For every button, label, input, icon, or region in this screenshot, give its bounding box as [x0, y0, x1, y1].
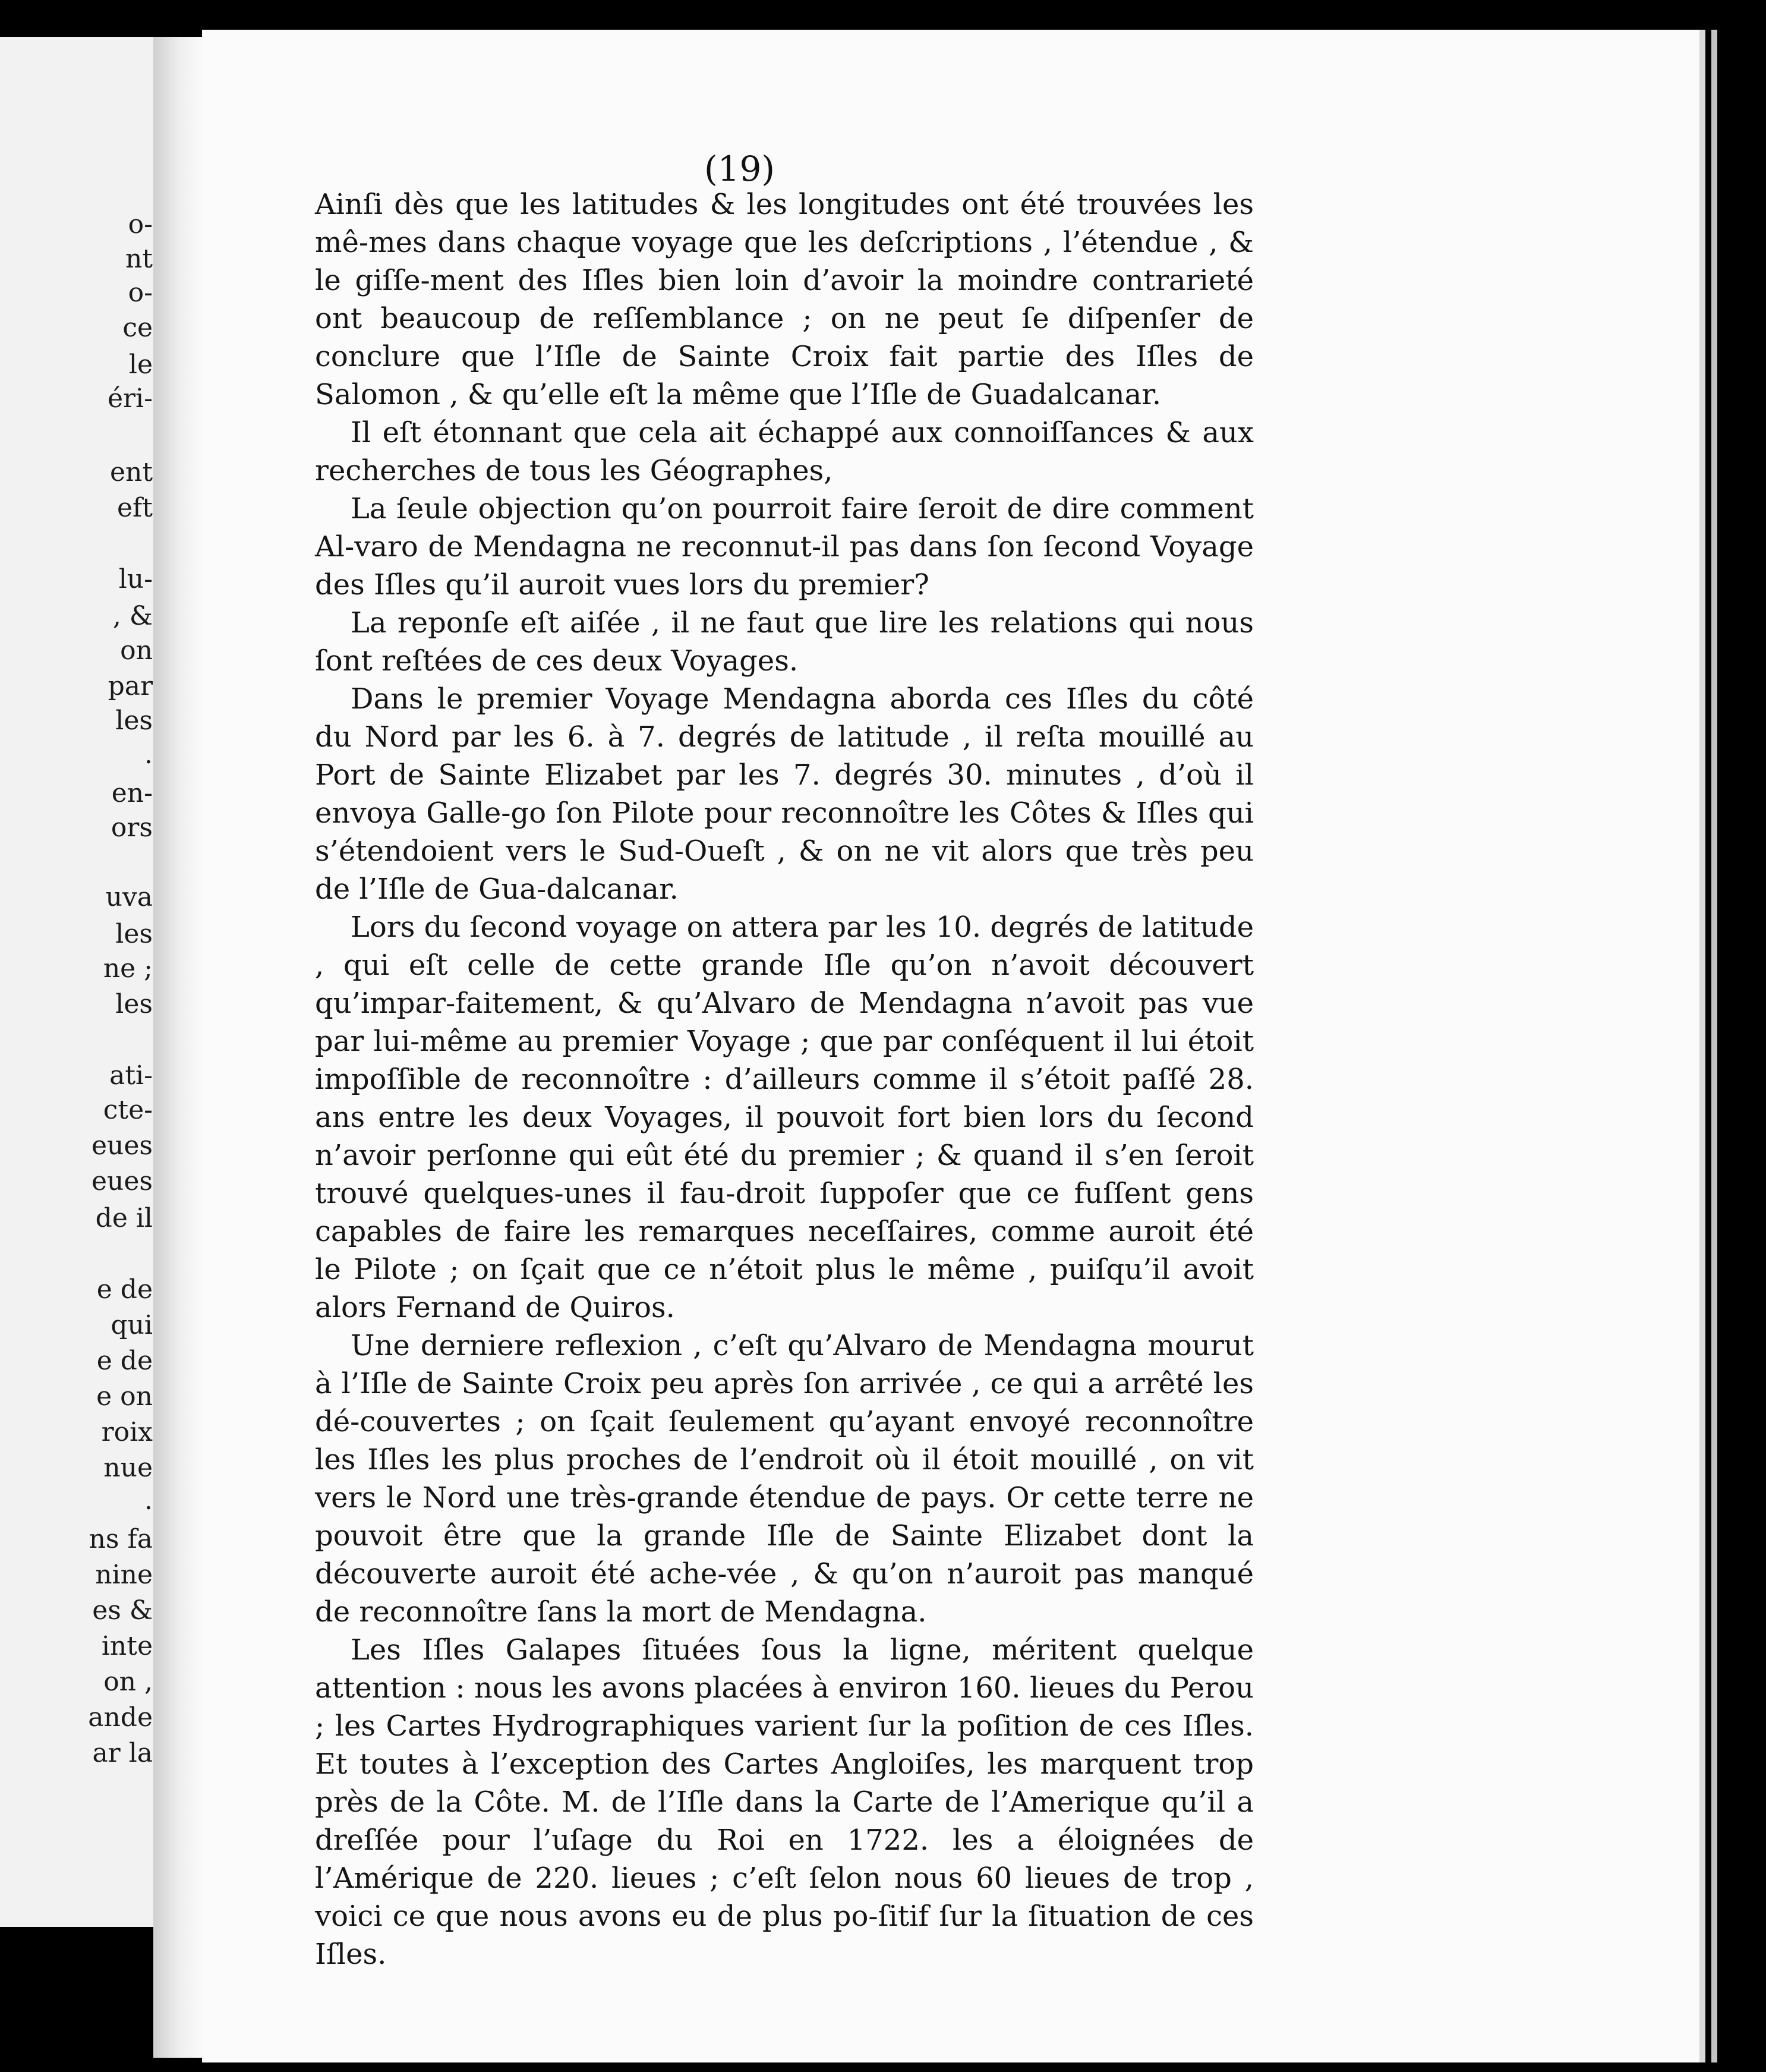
left-page-fragment: inte	[101, 1631, 153, 1661]
left-page-fragment: ent	[109, 457, 153, 487]
left-page-fragment: nt	[125, 244, 153, 274]
left-page-fragment: uva	[105, 882, 153, 912]
left-page-fragment: e on	[96, 1381, 153, 1412]
left-page-fragment: les	[115, 706, 153, 736]
page-body	[315, 185, 1254, 1973]
left-page-fragment: o-	[128, 209, 153, 240]
left-page-fragment: .	[144, 1485, 153, 1516]
left-page-fragment: roix	[101, 1417, 153, 1447]
left-page-fragment: nue	[103, 1453, 153, 1483]
left-page-fragment: ne ;	[103, 953, 153, 984]
page-number: (19)	[704, 149, 775, 189]
left-page-fragment: o-	[128, 278, 153, 308]
left-page-fragment: en-	[111, 778, 153, 808]
left-page-fragment: on	[120, 635, 153, 666]
left-page-fragment: ns fa	[89, 1524, 153, 1554]
left-page-fragment: eft	[116, 493, 153, 523]
left-page-fragment: lu-	[118, 564, 153, 594]
left-page-fragment: eues	[92, 1131, 153, 1161]
left-page-fragment: eues	[92, 1166, 153, 1196]
left-page-fragment: qui	[111, 1310, 153, 1340]
paragraph: Une derniere reflexion , c’eſt qu’Alvaro de Mendagna mourut à l’Iſle de Sainte Croix peu après ſon arrivée , ce qui a arrêté les dé-couvertes ; on ſçait ſeulement qu’ayant envoyé reconnoître les Iſles les plus proches de l’endroit où il étoit mouillé , on vit vers le Nord une très-grande étendue de pays. Or cette terre ne pouvoit être que la grande Iſle de Sainte Elizabet dont la découverte auroit été ache-vée , & qu’on n’auroit pas manqué de reconnoître ſans la mort de Mendagna.	[315, 1329, 1254, 1629]
left-page-fragment: ar la	[92, 1738, 153, 1768]
left-page-fragment: .	[144, 739, 153, 770]
left-page-fragment: , &	[112, 601, 153, 631]
left-page-fragment: ce	[122, 313, 153, 343]
paragraph: Les Iſles Galapes ſituées ſous la ligne, méritent quelque attention : nous les avons placées à environ 160. lieues du Perou ; les Cartes Hydrographiques varient ſur la poſition de ces Iſles. Et toutes à l’exception des Cartes Angloiſes, les marquent trop près de la Côte. M. de l’Iſle dans la Carte de l’Amerique qu’il a dreſſée pour l’uſage du Roi en 1722. les a éloignées de l’Amérique de 220. lieues ; c’eſt ſelon nous 60 lieues de trop , voici ce que nous avons eu de plus po-ſitif ſur la ſituation de ces Iſles.	[315, 1633, 1254, 1971]
left-page-fragment: e de	[96, 1346, 153, 1376]
left-page-edge	[0, 37, 169, 1927]
page-edge	[1711, 30, 1717, 2062]
left-page-fragment: on ,	[103, 1667, 153, 1697]
left-page-fragment: e de	[96, 1274, 153, 1305]
left-page-fragment: ors	[111, 813, 153, 843]
paragraph: La ſeule objection qu’on pourroit faire ſeroit de dire comment Al-varo de Mendagna ne reconnut-il pas dans ſon ſecond Voyage des Iſles qu’il auroit vues lors du premier?	[315, 492, 1254, 602]
left-page-fragment: les	[115, 919, 153, 949]
paragraph: La reponſe eſt aiſée , il ne faut que lire les relations qui nous ſont reſtées de ces deux Voyages.	[315, 606, 1254, 678]
page-edge	[1699, 30, 1705, 2062]
paragraph: Il eſt étonnant que cela ait échappé aux connoiſſances & aux recherches de tous les Géographes,	[315, 416, 1254, 487]
paragraph: Ainſi dès que les latitudes & les longitudes ont été trouvées les mê-mes dans chaque voyage que les deſcriptions , l’étendue , & le giſſe-ment des Iſles bien loin d’avoir la moindre contrarieté ont beaucoup de reſſemblance ; on ne peut ſe diſpenſer de conclure que l’Iſle de Sainte Croix fait partie des Iſles de Salomon , & qu’elle eſt la même que l’Iſle de Guadalcanar.	[315, 188, 1254, 411]
left-page-fragment: nine	[95, 1560, 153, 1590]
left-page-fragment: es &	[92, 1595, 153, 1626]
left-page-fragment: ande	[88, 1702, 153, 1733]
left-page-fragment: par	[108, 671, 153, 701]
paragraph: Dans le premier Voyage Mendagna aborda ces Iſles du côté du Nord par les 6. à 7. degrés de latitude , il reſta mouillé au Port de Sainte Elizabet par les 7. degrés 30. minutes , d’où il envoya Galle-go ſon Pilote pour reconnoître les Côtes & Iſles qui s’étendoient vers le Sud-Oueſt , & on ne vit alors que très peu de l’Iſle de Gua-dalcanar.	[315, 682, 1254, 906]
left-page-fragment: de il	[95, 1203, 153, 1233]
left-page-fragment: éri-	[107, 383, 153, 414]
left-page-fragment: le	[128, 349, 153, 380]
paragraph: Lors du ſecond voyage on attera par les 10. degrés de latitude , qui eſt celle de cette grande Iſle qu’on n’avoit découvert qu’impar-faitement, & qu’Alvaro de Mendagna n’avoit pas vue par lui-même au premier Voyage ; que par conſéquent il lui étoit impoſſible de reconnoître : d’ailleurs comme il s’étoit paſſé 28. ans entre les deux Voyages, il pouvoit fort bien lors du ſecond n’avoir perſonne qui eût été du premier ; & quand il s’en ſeroit trouvé quelques-unes il fau-droit ſuppoſer que ce fuſſent gens capables de faire les remarques neceſſaires, comme auroit été le Pilote ; on ſçait que ce n’étoit plus le même , puiſqu’il avoit alors Fernand de Quiros.	[315, 911, 1254, 1324]
left-page-fragment: cte-	[103, 1095, 153, 1125]
left-page-fragment: les	[115, 989, 153, 1019]
left-page-fragment: ati-	[109, 1060, 153, 1091]
